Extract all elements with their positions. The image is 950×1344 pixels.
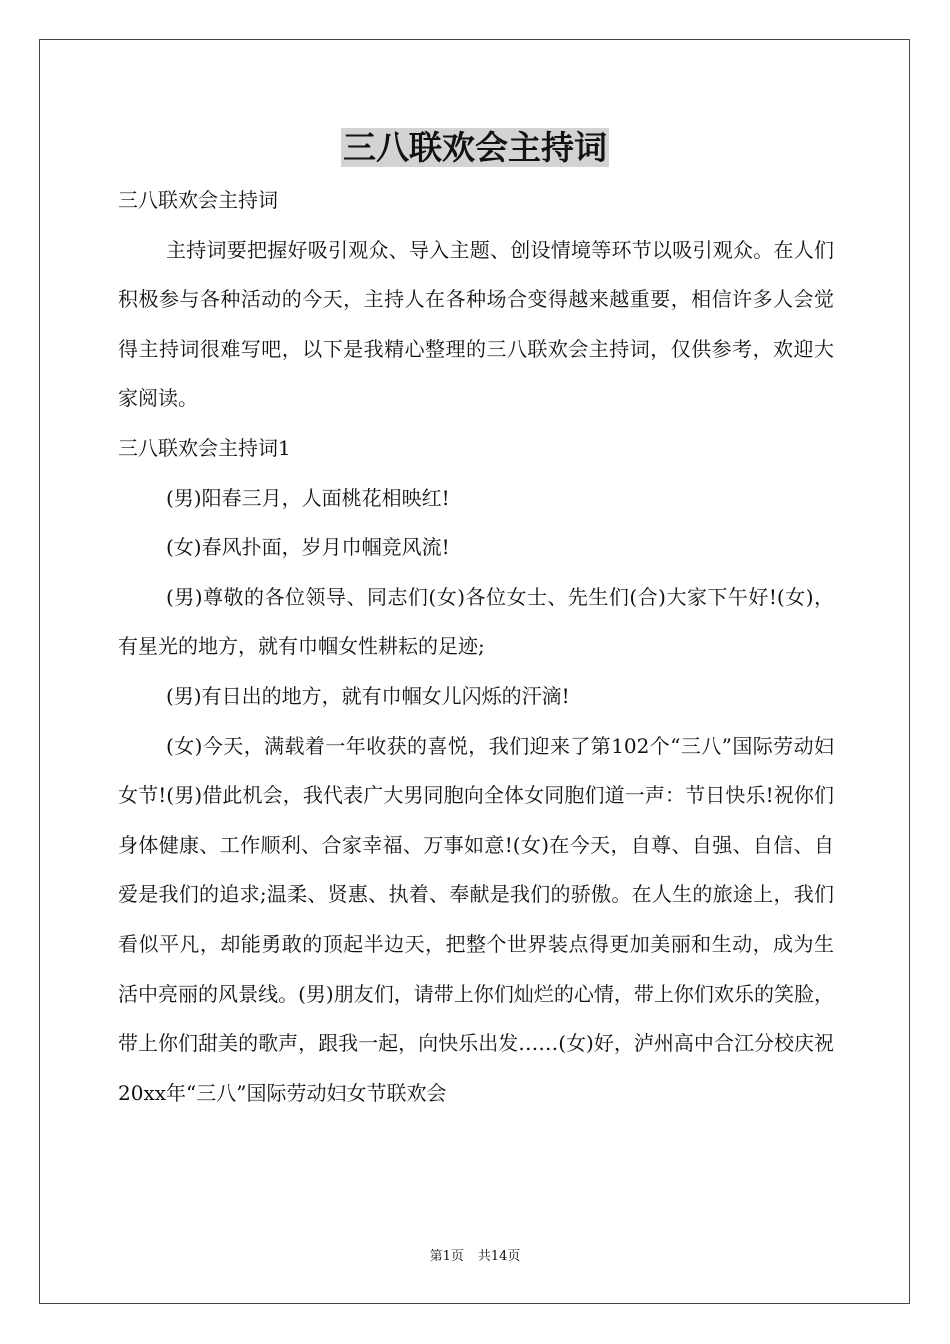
document-title (0, 128, 950, 168)
paragraph: (男)尊敬的各位领导、同志们(女)各位女士、先生们(合)大家下午好!(女)，有星光的地方，就有巾帼女性耕耘的足迹; (118, 584, 834, 659)
paragraph: (男)有日出的地方，就有巾帼女儿闪烁的汗滴! (166, 683, 570, 708)
paragraph: (男)阳春三月，人面桃花相映红! (166, 485, 450, 510)
page-total: 共14页 (477, 1249, 521, 1264)
section-heading: 三八联欢会主持词1 (118, 435, 291, 460)
page-number: 第1页 (429, 1249, 464, 1264)
document-title-text: 三八联欢会主持词 (343, 128, 607, 167)
document-body (118, 176, 834, 1118)
paragraph: (女)今天，满载着一年收获的喜悦，我们迎来了第102个“三八”国际劳动妇女节!(男)借此机会，我代表广大男同胞向全体女同胞们道一声：节日快乐!祝你们身体健康、工作顺利、合家幸福、万事如意!(女)在今天，自尊、自强、自信、自爱是我们的追求;温柔、贤惠、执着、奉献是我们的骄傲。在人生的旅途上，我们看似平凡，却能勇敢的顶起半边天，把整个世界装点得更加美丽和生动，成为生活中亮丽的风景线。(男)朋友们，请带上你们灿烂的心情，带上你们欢乐的笑脸，带上你们甜美的歌声，跟我一起，向快乐出发……(女)好，泸州高中合江分校庆祝20xx年“三八”国际劳动妇女节联欢会 (118, 733, 834, 1105)
paragraph: (女)春风扑面，岁月巾帼竞风流! (166, 535, 450, 560)
paragraph-intro: 主持词要把握好吸引观众、导入主题、创设情境等环节以吸引观众。在人们积极参与各种活动的今天，主持人在各种场合变得越来越重要，相信许多人会觉得主持词很难写吧，以下是我精心整理的三八联欢会主持词，仅供参考，欢迎大家阅读。 (118, 237, 834, 411)
paragraph-subtitle: 三八联欢会主持词 (118, 188, 278, 212)
page-footer (0, 1248, 950, 1266)
